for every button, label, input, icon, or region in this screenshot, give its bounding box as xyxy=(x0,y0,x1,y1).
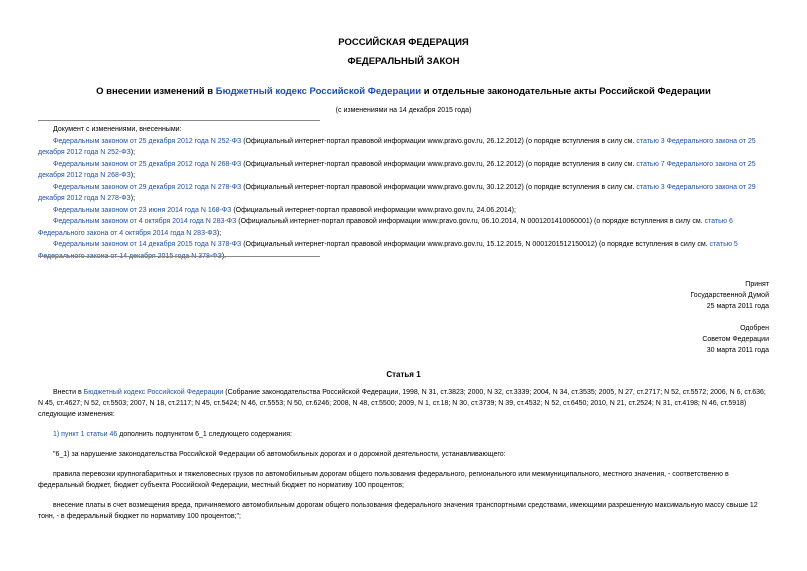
entry-into-force-link[interactable]: статью 7 Федерального закона от 25 декабря 2012 года N 268-ФЗ xyxy=(38,160,756,179)
top-divider xyxy=(38,120,320,121)
entry-into-force-link[interactable]: статью 5 xyxy=(709,241,738,248)
amending-law-link[interactable]: Федеральным законом от 4 октября 2014 года N 283-ФЗ xyxy=(53,218,237,225)
article-paragraph: внесение платы в счет возмещения вреда, причиняемого автомобильным дорогам общего пользования федерального значения транспортными средствами, имеющими разрешенную максимальную массу свыше 12 тонн, - в федеральный бюджет по нормативу 100 процентов;"; xyxy=(38,502,758,520)
entry-into-force-link[interactable]: статью 6 Федерального закона от 4 октября 2014 года N 283-ФЗ xyxy=(38,218,733,237)
changes-intro: Документ с изменениями, внесенными: xyxy=(53,126,182,133)
approved-date: 30 марта 2011 года xyxy=(706,347,769,354)
country-heading: РОССИЙСКАЯ ФЕДЕРАЦИЯ xyxy=(338,37,469,48)
change-item: Федеральным законом от 23 июня 2014 года N 168-ФЗ (Официальный интернет-портал правовой информации www.pravo.gov.ru, 24.06.2014); xyxy=(53,206,516,214)
clause-link[interactable]: 1) пункт 1 статьи 46 xyxy=(53,431,118,438)
article-paragraph: правила перевозки крупногабаритных и тяжеловесных грузов по автомобильным дорогам общего пользования федерального, регионального или межмуниципального, местного значения, - соответственно в федеральный бюджет, бюджет субъекта Российской Федерации, местный бюджет по нормативу 100 процентов; xyxy=(38,471,729,489)
revision-note: (с изменениями на 14 декабря 2015 года) xyxy=(335,107,472,114)
change-item: Федеральным законом от 14 декабря 2015 года N 378-ФЗ (Официальный интернет-портал правовой информации www.pravo.gov.ru, 15.12.2015, N 0001201512150012) (о порядке вступления в силу см. статью 5 xyxy=(38,239,770,262)
article-paragraph: Внести в Бюджетный кодекс Российской Федерации (Собрание законодательства Российской Федерации, 1998, N 31, ст.3823; 2000, N 32, ст.3339; 2004, N 34, ст.3535; 2005, N 27, ст.2717; N 52, ст.5572; 2006, N 6, ст.636; N 45, ст.4627; N 52, ст.5503; 2007, N 18, ст.2117; N 45, ст.5424; N 46, ст.5553; N 50, ст.6246; 2008, N 48, ст.5500; 2009, N 1, ст.18; N 30, ст.3739; N 39, ст.4532; N 52, ст.6450; 2010, N 21, ст.2524; N 31, ст.4198; N 46, ст.5918) следующие изменения: xyxy=(38,389,766,418)
adopted-label: Принят xyxy=(745,281,769,288)
law-type-heading: ФЕДЕРАЛЬНЫЙ ЗАКОН xyxy=(347,56,460,67)
article-body xyxy=(38,387,770,531)
changes-block xyxy=(38,124,770,262)
entry-into-force-link[interactable]: статью 3 Федерального закона от 25 декабря 2012 года N 252-ФЗ xyxy=(38,137,756,156)
change-item: Федеральным законом от 25 декабря 2012 года N 268-ФЗ (Официальный интернет-портал правовой информации www.pravo.gov.ru, 26.12.2012) (о порядке вступления в силу см. статью 7 Федерального закона от 25 декабря 2012 года N 268-ФЗ); xyxy=(38,160,756,179)
approved-label: Одобрен xyxy=(740,325,769,332)
adopted-date: 25 марта 2011 года xyxy=(706,303,769,310)
amending-law-link[interactable]: Федеральным законом от 14 декабря 2015 года N 378-ФЗ xyxy=(53,241,242,248)
amending-law-link[interactable]: Федеральным законом от 25 декабря 2012 года N 268-ФЗ xyxy=(53,160,242,168)
change-item: Федеральным законом от 29 декабря 2012 года N 278-ФЗ (Официальный интернет-портал правовой информации www.pravo.gov.ru, 30.12.2012) (о порядке вступления в силу см. статью 3 Федерального закона от 29 декабря 2012 года N 278-ФЗ); xyxy=(38,183,756,202)
article-paragraph: 1) пункт 1 статьи 46 дополнить подпунктом 6_1 следующего содержания: xyxy=(53,431,292,438)
amending-law-link[interactable]: Федеральным законом от 23 июня 2014 года N 168-ФЗ xyxy=(53,206,232,214)
article-title: Статья 1 xyxy=(386,370,421,379)
approved-by: Советом Федерации xyxy=(702,336,769,343)
change-item: Федеральным законом от 4 октября 2014 года N 283-ФЗ (Официальный интернет-портал правовой информации www.pravo.gov.ru, 06.10.2014, N 0001201410060001) (о порядке вступления в силу см. статью 6 Федерального закона от 4 октября 2014 года N 283-ФЗ); xyxy=(38,218,733,237)
title-suffix: и отдельные законодательные акты Российской Федерации xyxy=(421,86,711,97)
entry-into-force-link[interactable]: статью 3 Федерального закона от 29 декабря 2012 года N 278-ФЗ xyxy=(38,183,756,202)
bottom-divider xyxy=(38,256,320,257)
article-paragraph: "6_1) за нарушение законодательства Российской Федерации об автомобильных дорогах и о дорожной деятельности, устанавливающего: xyxy=(53,451,506,458)
document-title xyxy=(0,86,807,97)
budget-code-link[interactable]: Бюджетный кодекс Российской Федерации xyxy=(83,389,224,396)
amending-law-link[interactable]: Федеральным законом от 25 декабря 2012 года N 252-ФЗ xyxy=(53,137,242,145)
budget-code-link[interactable]: Бюджетный кодекс Российской Федерации xyxy=(215,86,422,97)
adoption-block xyxy=(569,279,769,356)
adopted-by: Государственной Думой xyxy=(690,292,769,299)
change-item: Федеральным законом от 25 декабря 2012 года N 252-ФЗ (Официальный интернет-портал правовой информации www.pravo.gov.ru, 26.12.2012) (о порядке вступления в силу см. статью 3 Федерального закона от 25 декабря 2012 года N 252-ФЗ); xyxy=(38,137,756,156)
amending-law-link[interactable]: Федеральным законом от 29 декабря 2012 года N 278-ФЗ xyxy=(53,183,242,191)
title-prefix: О внесении изменений в xyxy=(96,86,216,97)
